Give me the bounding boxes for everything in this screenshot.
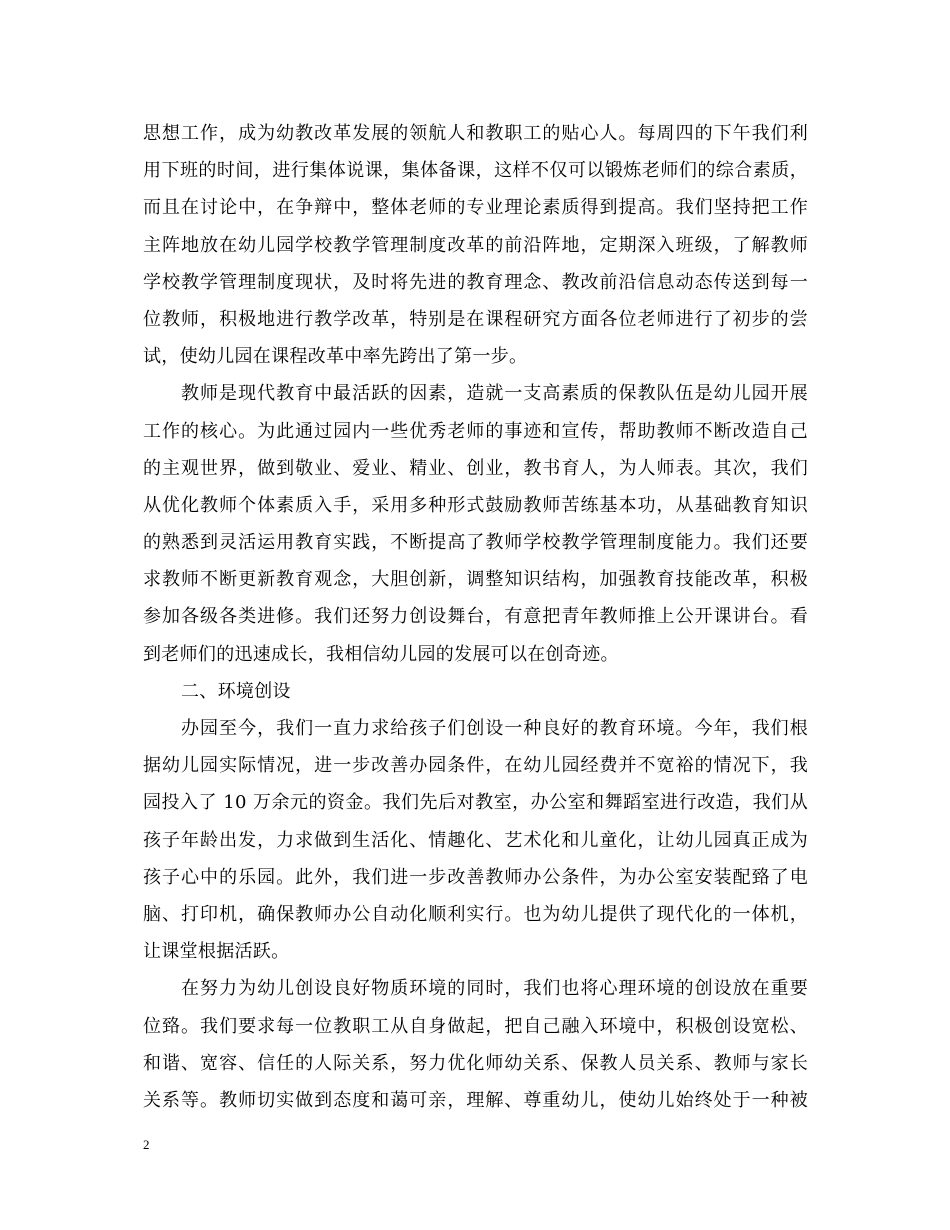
text-line: 在努力为幼儿创设良好物质环境的同时，我们也将心理环境的创设放在重要 xyxy=(181,978,808,1000)
text-line: 教师是现代教育中最活跃的因素，造就一支高素质的保教队伍是幼儿园开展 xyxy=(181,383,808,405)
text-line: 用下班的时间，进行集体说课，集体备课，这样不仅可以锻炼老师们的综合素质， xyxy=(143,160,808,182)
text-line: 主阵地放在幼儿园学校教学管理制度改革的前沿阵地，定期深入班级，了解教师 xyxy=(143,234,808,256)
section-heading: 二、环境创设 xyxy=(181,680,291,702)
text-line: 位教师，积极地进行教学改革，特别是在课程研究方面各位老师进行了初步的尝 xyxy=(143,308,808,330)
page-number: 2 xyxy=(143,1137,150,1152)
text-line: 试，使幼儿园在课程改革中率先跨出了第一步。 xyxy=(143,346,528,368)
text-line: 思想工作，成为幼教改革发展的领航人和教职工的贴心人。每周四的下午我们利 xyxy=(143,123,808,144)
text-line: 的熟悉到灵活运用教育实践，不断提高了教师学校教学管理制度能力。我们还要 xyxy=(143,532,808,554)
text-line: 据幼儿园实际情况，进一步改善办园条件，在幼儿园经费并不宽裕的情况下，我 xyxy=(143,755,808,777)
text-line: 求教师不断更新教育观念，大胆创新，调整知识结构，加强教育技能改革，积极 xyxy=(143,569,808,591)
text-line: 的主观世界，做到敬业、爱业、精业、创业，教书育人，为人师表。其次，我们 xyxy=(143,457,808,479)
text-line: 让课堂根据活跃。 xyxy=(143,941,290,963)
text-line: 孩子心中的乐园。此外，我们进一步改善教师办公条件，为办公室安装配臵了电 xyxy=(143,866,808,888)
text-line: 工作的核心。为此通过园内一些优秀老师的事迹和宣传，帮助教师不断改造自己 xyxy=(143,420,808,442)
text-line: 脑、打印机，确保教师办公自动化顺利实行。也为幼儿提供了现代化的一体机， xyxy=(143,903,808,925)
text-line: 学校教学管理制度现状，及时将先进的教育理念、教改前沿信息动态传送到每一 xyxy=(143,271,808,293)
text-line: 参加各级各类进修。我们还努力创设舞台，有意把青年教师推上公开课讲台。看 xyxy=(143,606,808,628)
text-line: 到老师们的迅速成长，我相信幼儿园的发展可以在创奇迹。 xyxy=(143,643,619,665)
text-line: 孩子年龄出发，力求做到生活化、情趣化、艺术化和儿童化，让幼儿园真正成为 xyxy=(143,829,808,851)
text-line: 而且在讨论中，在争辩中，整体老师的专业理论素质得到提高。我们坚持把工作 xyxy=(143,197,808,219)
body-text xyxy=(143,115,808,1119)
text-line: 从优化教师个体素质入手，采用多种形式鼓励教师苦练基本功，从基础教育知识 xyxy=(143,494,808,516)
text-line: 园投入了 10 万余元的资金。我们先后对教室，办公室和舞蹈室进行改造，我们从 xyxy=(143,792,808,814)
text-line: 办园至今，我们一直力求给孩子们创设一种良好的教育环境。今年，我们根 xyxy=(181,718,808,739)
text-line: 关系等。教师切实做到态度和蔼可亲，理解、尊重幼儿，使幼儿始终处于一种被 xyxy=(143,1089,808,1111)
text-line: 和谐、宽容、信任的人际关系，努力优化师幼关系、保教人员关系、教师与家长 xyxy=(143,1052,808,1074)
text-line: 位臵。我们要求每一位教职工从自身做起，把自己融入环境中，积极创设宽松、 xyxy=(143,1015,808,1037)
